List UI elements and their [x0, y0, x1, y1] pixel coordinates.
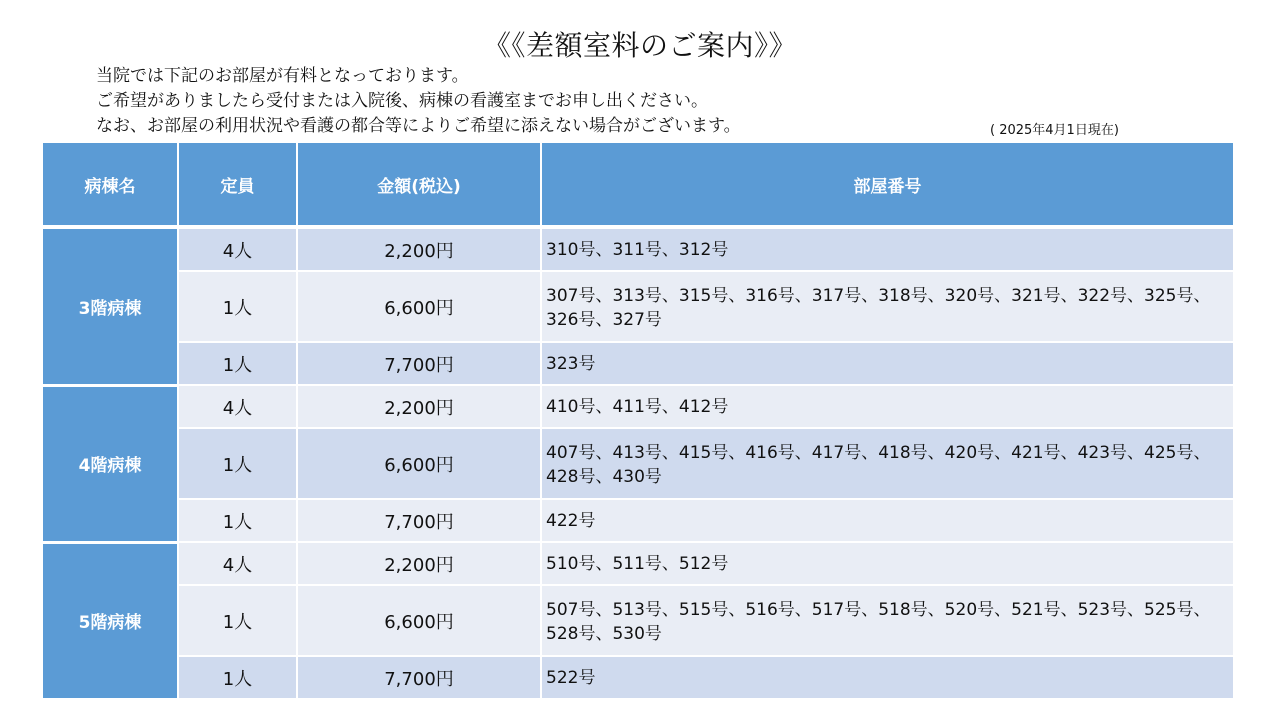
capacity-cell: 1人: [178, 342, 297, 385]
header-capacity: 定員: [178, 143, 297, 227]
rooms-cell: 422号: [541, 499, 1233, 542]
price-cell: 7,700円: [297, 499, 541, 542]
capacity-cell: 4人: [178, 385, 297, 428]
capacity-cell: 4人: [178, 542, 297, 585]
rooms-cell: 310号、311号、312号: [541, 227, 1233, 271]
ward-name-3f: 3階病棟: [43, 227, 178, 385]
rooms-cell: 410号、411号、412号: [541, 385, 1233, 428]
table-header-row: [43, 143, 1233, 227]
rooms-cell: 307号、313号、315号、316号、317号、318号、320号、321号、322号、325号、326号、327号: [541, 271, 1233, 342]
table-row: [43, 656, 1233, 699]
price-cell: 7,700円: [297, 342, 541, 385]
table-row: [43, 428, 1233, 499]
table-row: [43, 271, 1233, 342]
capacity-cell: 4人: [178, 227, 297, 271]
price-cell: 6,600円: [297, 585, 541, 656]
table-row: [43, 499, 1233, 542]
rooms-cell: 522号: [541, 656, 1233, 699]
table-row: [43, 342, 1233, 385]
price-cell: 6,600円: [297, 271, 541, 342]
capacity-cell: 1人: [178, 271, 297, 342]
intro-text: [96, 64, 741, 139]
capacity-cell: 1人: [178, 499, 297, 542]
price-cell: 2,200円: [297, 385, 541, 428]
intro-line-2: ご希望がありましたら受付または入院後、病棟の看護室までお申し出ください。: [96, 91, 708, 111]
header-rooms: 部屋番号: [541, 143, 1233, 227]
table-row: [43, 227, 1233, 271]
rooms-cell: 507号、513号、515号、516号、517号、518号、520号、521号、523号、525号、528号、530号: [541, 585, 1233, 656]
price-cell: 6,600円: [297, 428, 541, 499]
header-price: 金額(税込): [297, 143, 541, 227]
ward-name-4f: 4階病棟: [43, 385, 178, 542]
rooms-cell: 510号、511号、512号: [541, 542, 1233, 585]
table-row: [43, 585, 1233, 656]
table-row: [43, 385, 1233, 428]
price-cell: 7,700円: [297, 656, 541, 699]
ward-name-5f: 5階病棟: [43, 542, 178, 699]
rooms-cell: 407号、413号、415号、416号、417号、418号、420号、421号、423号、425号、428号、430号: [541, 428, 1233, 499]
table-row: [43, 542, 1233, 585]
capacity-cell: 1人: [178, 585, 297, 656]
page-title: 《《差額室料のご案内》》: [482, 29, 797, 62]
intro-line-1: 当院では下記のお部屋が有料となっております。: [96, 66, 469, 86]
room-fee-table: [43, 143, 1233, 701]
rooms-cell: 323号: [541, 342, 1233, 385]
price-cell: 2,200円: [297, 542, 541, 585]
capacity-cell: 1人: [178, 656, 297, 699]
date-note: ( 2025年4月1日現在): [990, 123, 1119, 138]
header-ward: 病棟名: [43, 143, 178, 227]
intro-line-3: なお、お部屋の利用状況や看護の都合等によりご希望に添えない場合がございます。: [96, 116, 741, 136]
capacity-cell: 1人: [178, 428, 297, 499]
price-cell: 2,200円: [297, 227, 541, 271]
